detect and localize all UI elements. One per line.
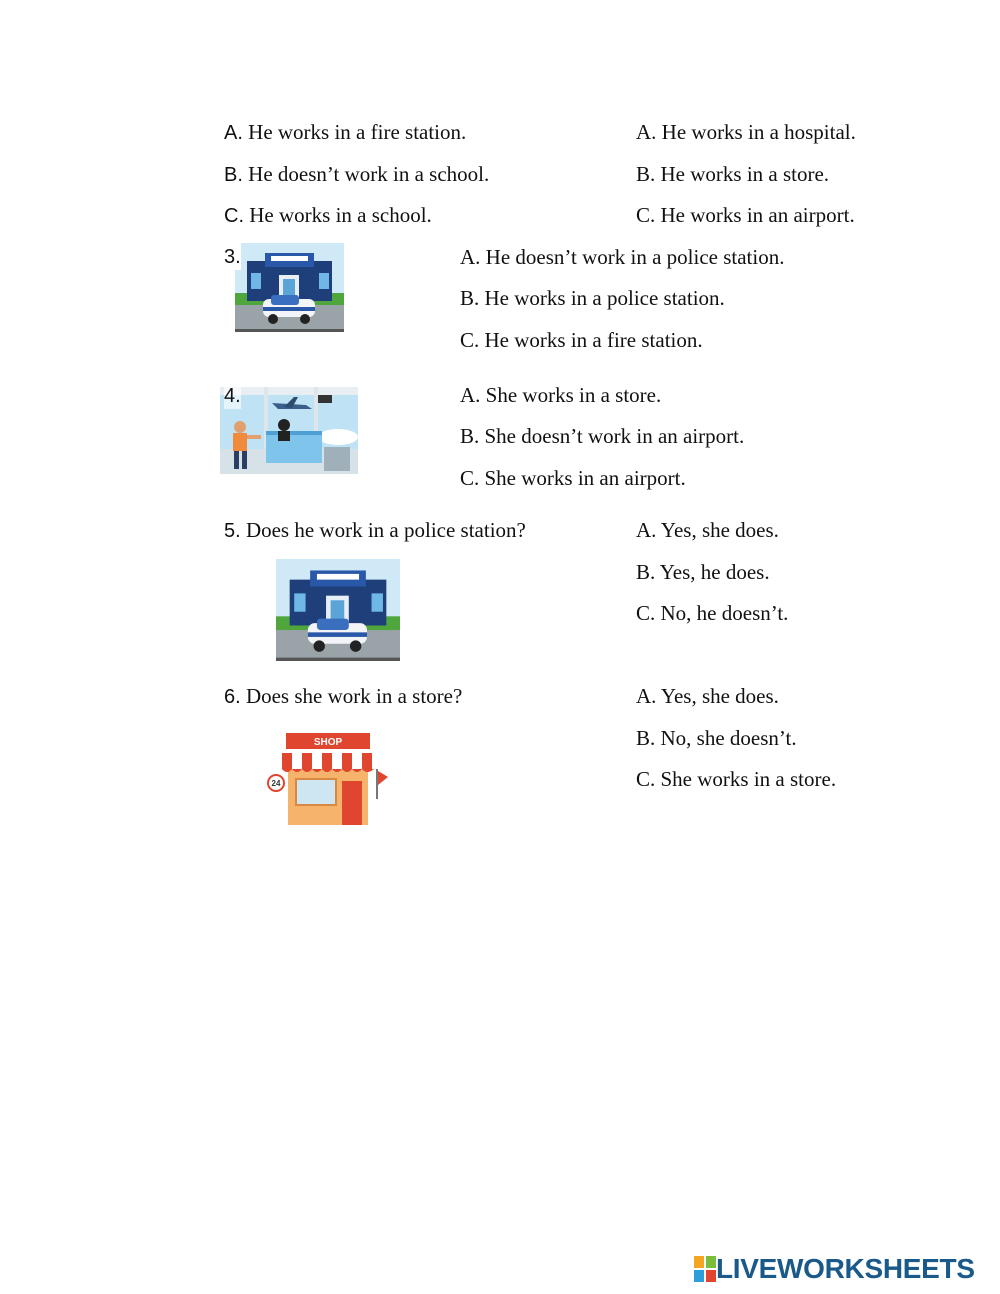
q5-option-a[interactable]: A. Yes, she does. — [636, 518, 779, 542]
q3-option-c[interactable]: C. He works in a fire station. — [460, 328, 703, 352]
q1-option-b[interactable]: B. He doesn’t work in a school. — [224, 162, 490, 186]
liveworksheets-logo — [694, 1254, 975, 1284]
q2-option-c[interactable]: C. He works in an airport. — [636, 203, 855, 227]
shop-picture — [264, 725, 388, 825]
airport-picture — [220, 387, 358, 474]
q6-option-c[interactable]: C. She works in a store. — [636, 767, 837, 791]
shop-badge: 24 — [271, 779, 281, 788]
q4-number: 4. — [224, 382, 241, 409]
shop-sign: SHOP — [313, 737, 343, 748]
q1-option-c[interactable]: C. He works in a school. — [224, 203, 432, 227]
q2-option-a[interactable]: A. He works in a hospital. — [636, 120, 856, 144]
q3-option-b[interactable]: B. He works in a police station. — [460, 286, 725, 310]
q3-number: 3. — [224, 243, 241, 270]
q5-option-b[interactable]: B. Yes, he does. — [636, 560, 770, 584]
q6-question: 6. Does she work in a store? — [224, 684, 463, 708]
q2-option-b[interactable]: B. He works in a store. — [636, 162, 830, 186]
liveworksheets-logo-icon — [694, 1256, 716, 1282]
q3-option-a[interactable]: A. He doesn’t work in a police station. — [460, 245, 785, 269]
liveworksheets-wordmark: LIVEWORKSHEETS — [716, 1253, 975, 1284]
q4-option-b[interactable]: B. She doesn’t work in an airport. — [460, 424, 745, 448]
police-station-picture — [235, 243, 344, 332]
q4-option-c[interactable]: C. She works in an airport. — [460, 466, 686, 490]
q6-option-b[interactable]: B. No, she doesn’t. — [636, 726, 797, 750]
q1-option-a[interactable]: A. He works in a fire station. — [224, 120, 467, 144]
q5-option-c[interactable]: C. No, he doesn’t. — [636, 601, 789, 625]
q6-option-a[interactable]: A. Yes, she does. — [636, 684, 779, 708]
police-station-picture — [276, 559, 400, 661]
q4-option-a[interactable]: A. She works in a store. — [460, 383, 662, 407]
q5-question: 5. Does he work in a police station? — [224, 518, 526, 542]
